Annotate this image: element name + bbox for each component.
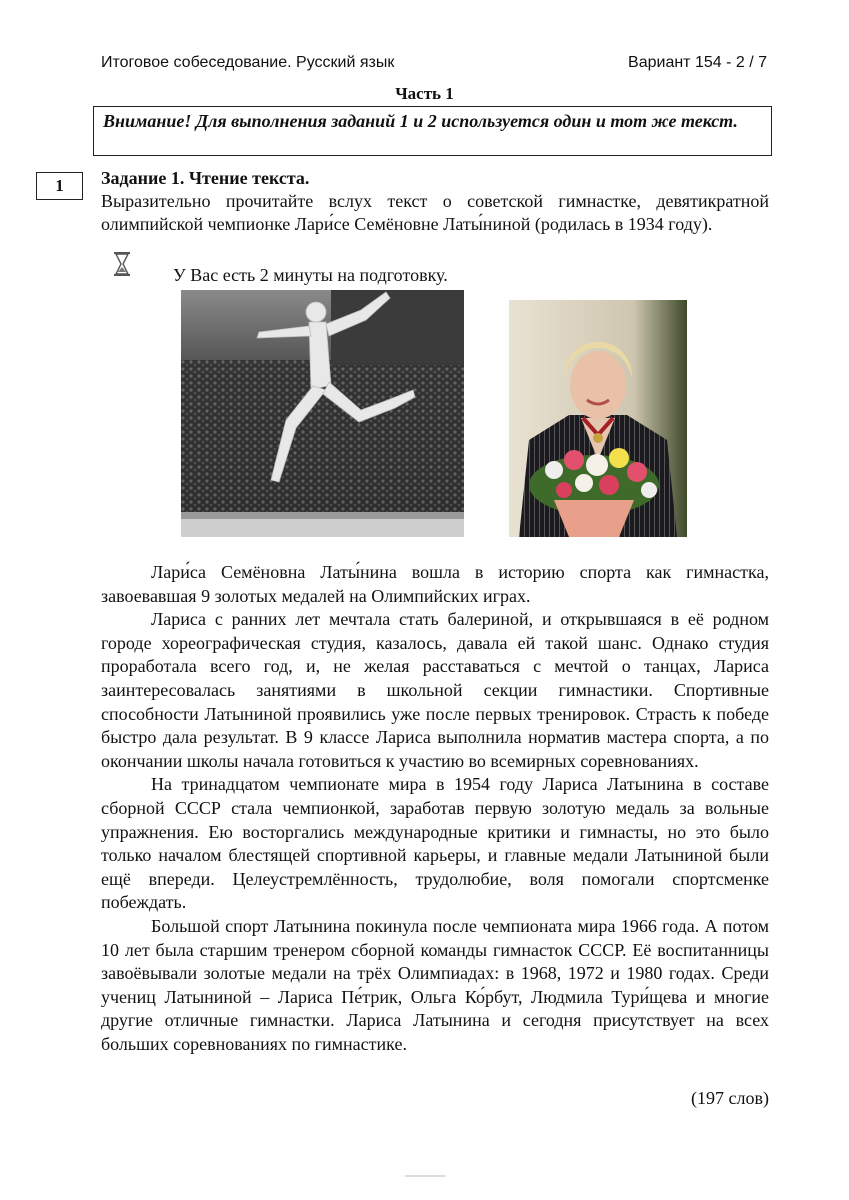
prep-time-note: У Вас есть 2 минуты на подготовку. [173, 265, 448, 285]
paragraph: На тринадцатом чемпионате мира в 1954 году Лариса Латынина в составе сборной СССР стала чемпионкой, заработав первую золотую медаль за вольные упражнения. Ею восторгались международные критики и гимнасты, но это было только началом блестящей спортивной карьеры, и главные медали Латыниной были ещё впереди. Целеустремлённость, трудолюбие, воля помогали спортсменке побеждать. [101, 774, 769, 913]
paragraph: Лариса с ранних лет мечтала стать балериной, и открывшаяся в её родном городе хореографическая студия, казалось, давала ей такой шанс. Однако студия проработала всего год, и, не желая расставаться с мечтой о танцах, Лариса заинтересовалась занятиями в школьной секции гимнастики. Спортивные способности Латыниной проявились уже после первых тренировок. Страсть к победе быстро дала результат. В 9 классе Лариса выполнила норматив мастера спорта, а по окончании школы начала готовиться к участию во всемирных соревнованиях. [101, 609, 769, 771]
task-description: Выразительно прочитайте вслух текст о советской гимнастке, девятикратной олимпийской чемпионке Лари́се Семёновне Латы́ниной (родилась в 1934 году). [101, 191, 769, 234]
paragraph: Лари́са Семёновна Латы́нина вошла в историю спорта как гимнастка, завоевавшая 9 золотых медалей на Олимпийских играх. [101, 562, 769, 606]
paragraph: Большой спорт Латынина покинула после чемпионата мира 1966 года. А потом 10 лет была старшим тренером сборной команды гимнасток СССР. Её воспитанницы завоёвывали золотые медали на трёх Олимпиадах: в 1968, 1972 и 1980 годах. Среди учениц Латыниной – Лариса Пе́трик, Ольга Ко́рбут, Людмила Тури́щева и многие другие отличные гимнастки. Лариса Латынина и сегодня присутствует на всех больших соревнованиях по гимнастике. [101, 915, 769, 1054]
task-number-box: 1 [36, 172, 83, 200]
footer-divider [405, 1175, 445, 1177]
attention-box: Внимание! Для выполнения заданий 1 и 2 используется один и тот же текст. [93, 106, 772, 156]
gymnast-leap-photo [181, 290, 464, 537]
exam-title: Итоговое собеседование. Русский язык [101, 54, 395, 71]
task-title: Задание 1. Чтение текста. [101, 168, 310, 188]
reading-text [101, 561, 769, 1056]
part-title: Часть 1 [395, 84, 454, 103]
variant-label: Вариант 154 - 2 / 7 [628, 54, 767, 71]
portrait-with-flowers-photo [509, 300, 687, 537]
word-count: (197 слов) [691, 1088, 769, 1108]
hourglass-icon [113, 251, 131, 277]
